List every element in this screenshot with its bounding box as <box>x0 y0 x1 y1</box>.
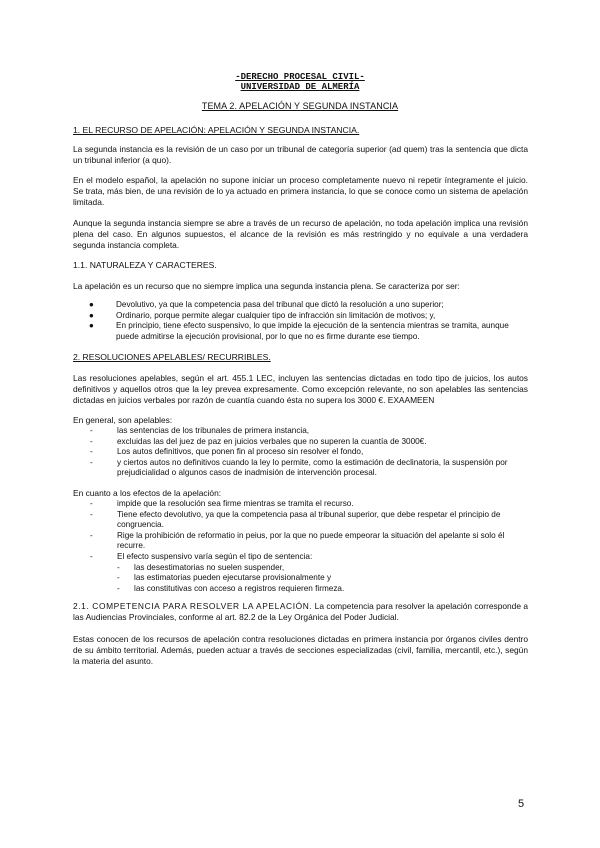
dash-icon: - <box>90 436 93 446</box>
section-2-1-paragraph-2: Estas conocen de los recursos de apelación contra resoluciones dictadas en primera instancia por órganos civiles dentro de su ámbito territorial. Además, pueden actuar a través de secciones especializadas (civil, familia, mercantil, etc.), según la materia del asunto. <box>73 634 528 666</box>
list-item: - y ciertos autos no definitivos cuando la ley lo permite, como la estimación de declinatoria, la suspensión por prejudicialidad o algunos casos de inadmisión de intervención procesal. <box>90 457 508 478</box>
apelables-intro: En general, son apelables: <box>73 415 173 425</box>
dash-icon: - <box>90 426 93 435</box>
efectos-list <box>90 499 528 594</box>
page-number: 5 <box>518 798 525 810</box>
dash-icon: - <box>117 573 120 583</box>
dash-icon: - <box>90 530 93 540</box>
list-item: - las sentencias de los tribunales de primera instancia, <box>90 426 310 435</box>
section-1-paragraph-1: La segunda instancia es la revisión de un caso por un tribunal de categoría superior (ad quem) tras la sentencia que dicta un tribunal inferior (a quo). <box>73 144 528 165</box>
section-2-1-heading: 2.1. COMPETENCIA PARA RESOLVER LA APELACIÓN. <box>73 601 313 611</box>
list-item: - las desestimatorias no suelen suspender, <box>117 562 285 572</box>
bullet-icon: ● <box>89 300 94 309</box>
dash-icon: - <box>117 583 120 593</box>
dash-icon: - <box>90 509 93 519</box>
dash-icon: - <box>90 447 93 457</box>
dash-icon: - <box>117 562 120 572</box>
list-item: ● Devolutivo, ya que la competencia pasa del tribunal que dictó la resolución a uno superior; <box>89 300 444 309</box>
university-header: UNIVERSIDAD DE ALMERÍA <box>240 82 360 92</box>
characteristics-list <box>89 300 528 342</box>
list-item: - El efecto suspensivo varía según el tipo de sentencia: - las desestimatorias no suelen suspender, - las estimatorias pueden ejecutarse provisionalmente y - las constitutivas con acceso a registros requieren firmeza. <box>90 552 528 594</box>
list-item: - impide que la resolución sea firme mientras se tramita el recurso. <box>90 499 354 508</box>
list-item: - Los autos definitivos, que ponen fin al proceso sin resolver el fondo, <box>90 447 364 457</box>
list-item: ● Ordinario, porque permite alegar cualquier tipo de infracción sin limitación de motivos; y, <box>89 310 436 320</box>
list-item: - las constitutivas con acceso a registros requieren firmeza. <box>117 583 345 593</box>
section-2-paragraph-1: Las resoluciones apelables, según el art. 455.1 LEC, incluyen las sentencias dictadas en todo tipo de juicios, los autos definitivos y aquellos otros que la ley prevea expresamente. Como excepción relevante, no son apelables las sentencias dictadas en juicios verbales por razón de cuantía cuando ésta no supera los 3000 €. EXAAMEEN <box>73 373 528 405</box>
page-title: TEMA 2. APELACIÓN Y SEGUNDA INSTANCIA <box>201 101 399 111</box>
section-2-1-paragraph-1: 2.1. COMPETENCIA PARA RESOLVER LA APELACIÓN. La competencia para resolver la apelación corresponde a las Audiencias Provinciales, conforme al art. 82.2 de la Ley Orgánica del Poder Judicial. <box>73 601 528 622</box>
list-item: - Rige la prohibición de reformatio in peius, por la que no puede empeorar la situación del apelante si solo él recurre. <box>90 530 505 551</box>
list-item: ● En principio, tiene efecto suspensivo, lo que impide la ejecución de la sentencia mientras se tramita, aunque puede admitirse la ejecución provisional, por lo que no es firme durante ese tiempo. <box>89 321 509 341</box>
section-1-1-heading: 1.1. NATURALEZA Y CARACTERES. <box>73 260 217 270</box>
bullet-icon: ● <box>89 321 94 331</box>
course-header: -DERECHO PROCESAL CIVIL- <box>235 72 365 82</box>
dash-icon: - <box>90 499 93 508</box>
section-1-1-intro: La apelación es un recurso que no siempre implica una segunda instancia plena. Se caracteriza por ser: <box>73 281 460 291</box>
sub-efectos-list <box>117 563 528 595</box>
apelables-list <box>90 426 528 479</box>
efectos-intro: En cuanto a los efectos de la apelación: <box>73 488 222 498</box>
section-1-heading: 1. EL RECURSO DE APELACIÓN: APELACIÓN Y SEGUNDA INSTANCIA. <box>73 125 360 135</box>
list-item: - las estimatorias pueden ejecutarse provisionalmente y <box>117 573 332 583</box>
dash-icon: - <box>90 457 93 467</box>
dash-icon: - <box>90 551 93 561</box>
section-2-heading: 2. RESOLUCIONES APELABLES/ RECURRIBLES. <box>73 352 271 362</box>
section-1-paragraph-2: En el modelo español, la apelación no supone iniciar un proceso completamente nuevo ni repetir íntegramente el juicio. Se trata, más bien, de una revisión de lo ya actuado en primera instancia, lo que se conoce como un sistema de apelación limitada. <box>73 175 528 207</box>
section-1-paragraph-3: Aunque la segunda instancia siempre se abre a través de un recurso de apelación, no toda apelación implica una revisión plena del caso. En algunos supuestos, el alcance de la revisión es más restringido y no equivale a una verdadera segunda instancia completa. <box>73 218 528 250</box>
list-item: - Tiene efecto devolutivo, ya que la competencia pasa al tribunal superior, que debe respetar el principio de congruencia. <box>90 509 501 530</box>
list-item: - excluidas las del juez de paz en juicios verbales que no superen la cuantía de 3000€. <box>90 436 427 446</box>
bullet-icon: ● <box>89 310 94 320</box>
